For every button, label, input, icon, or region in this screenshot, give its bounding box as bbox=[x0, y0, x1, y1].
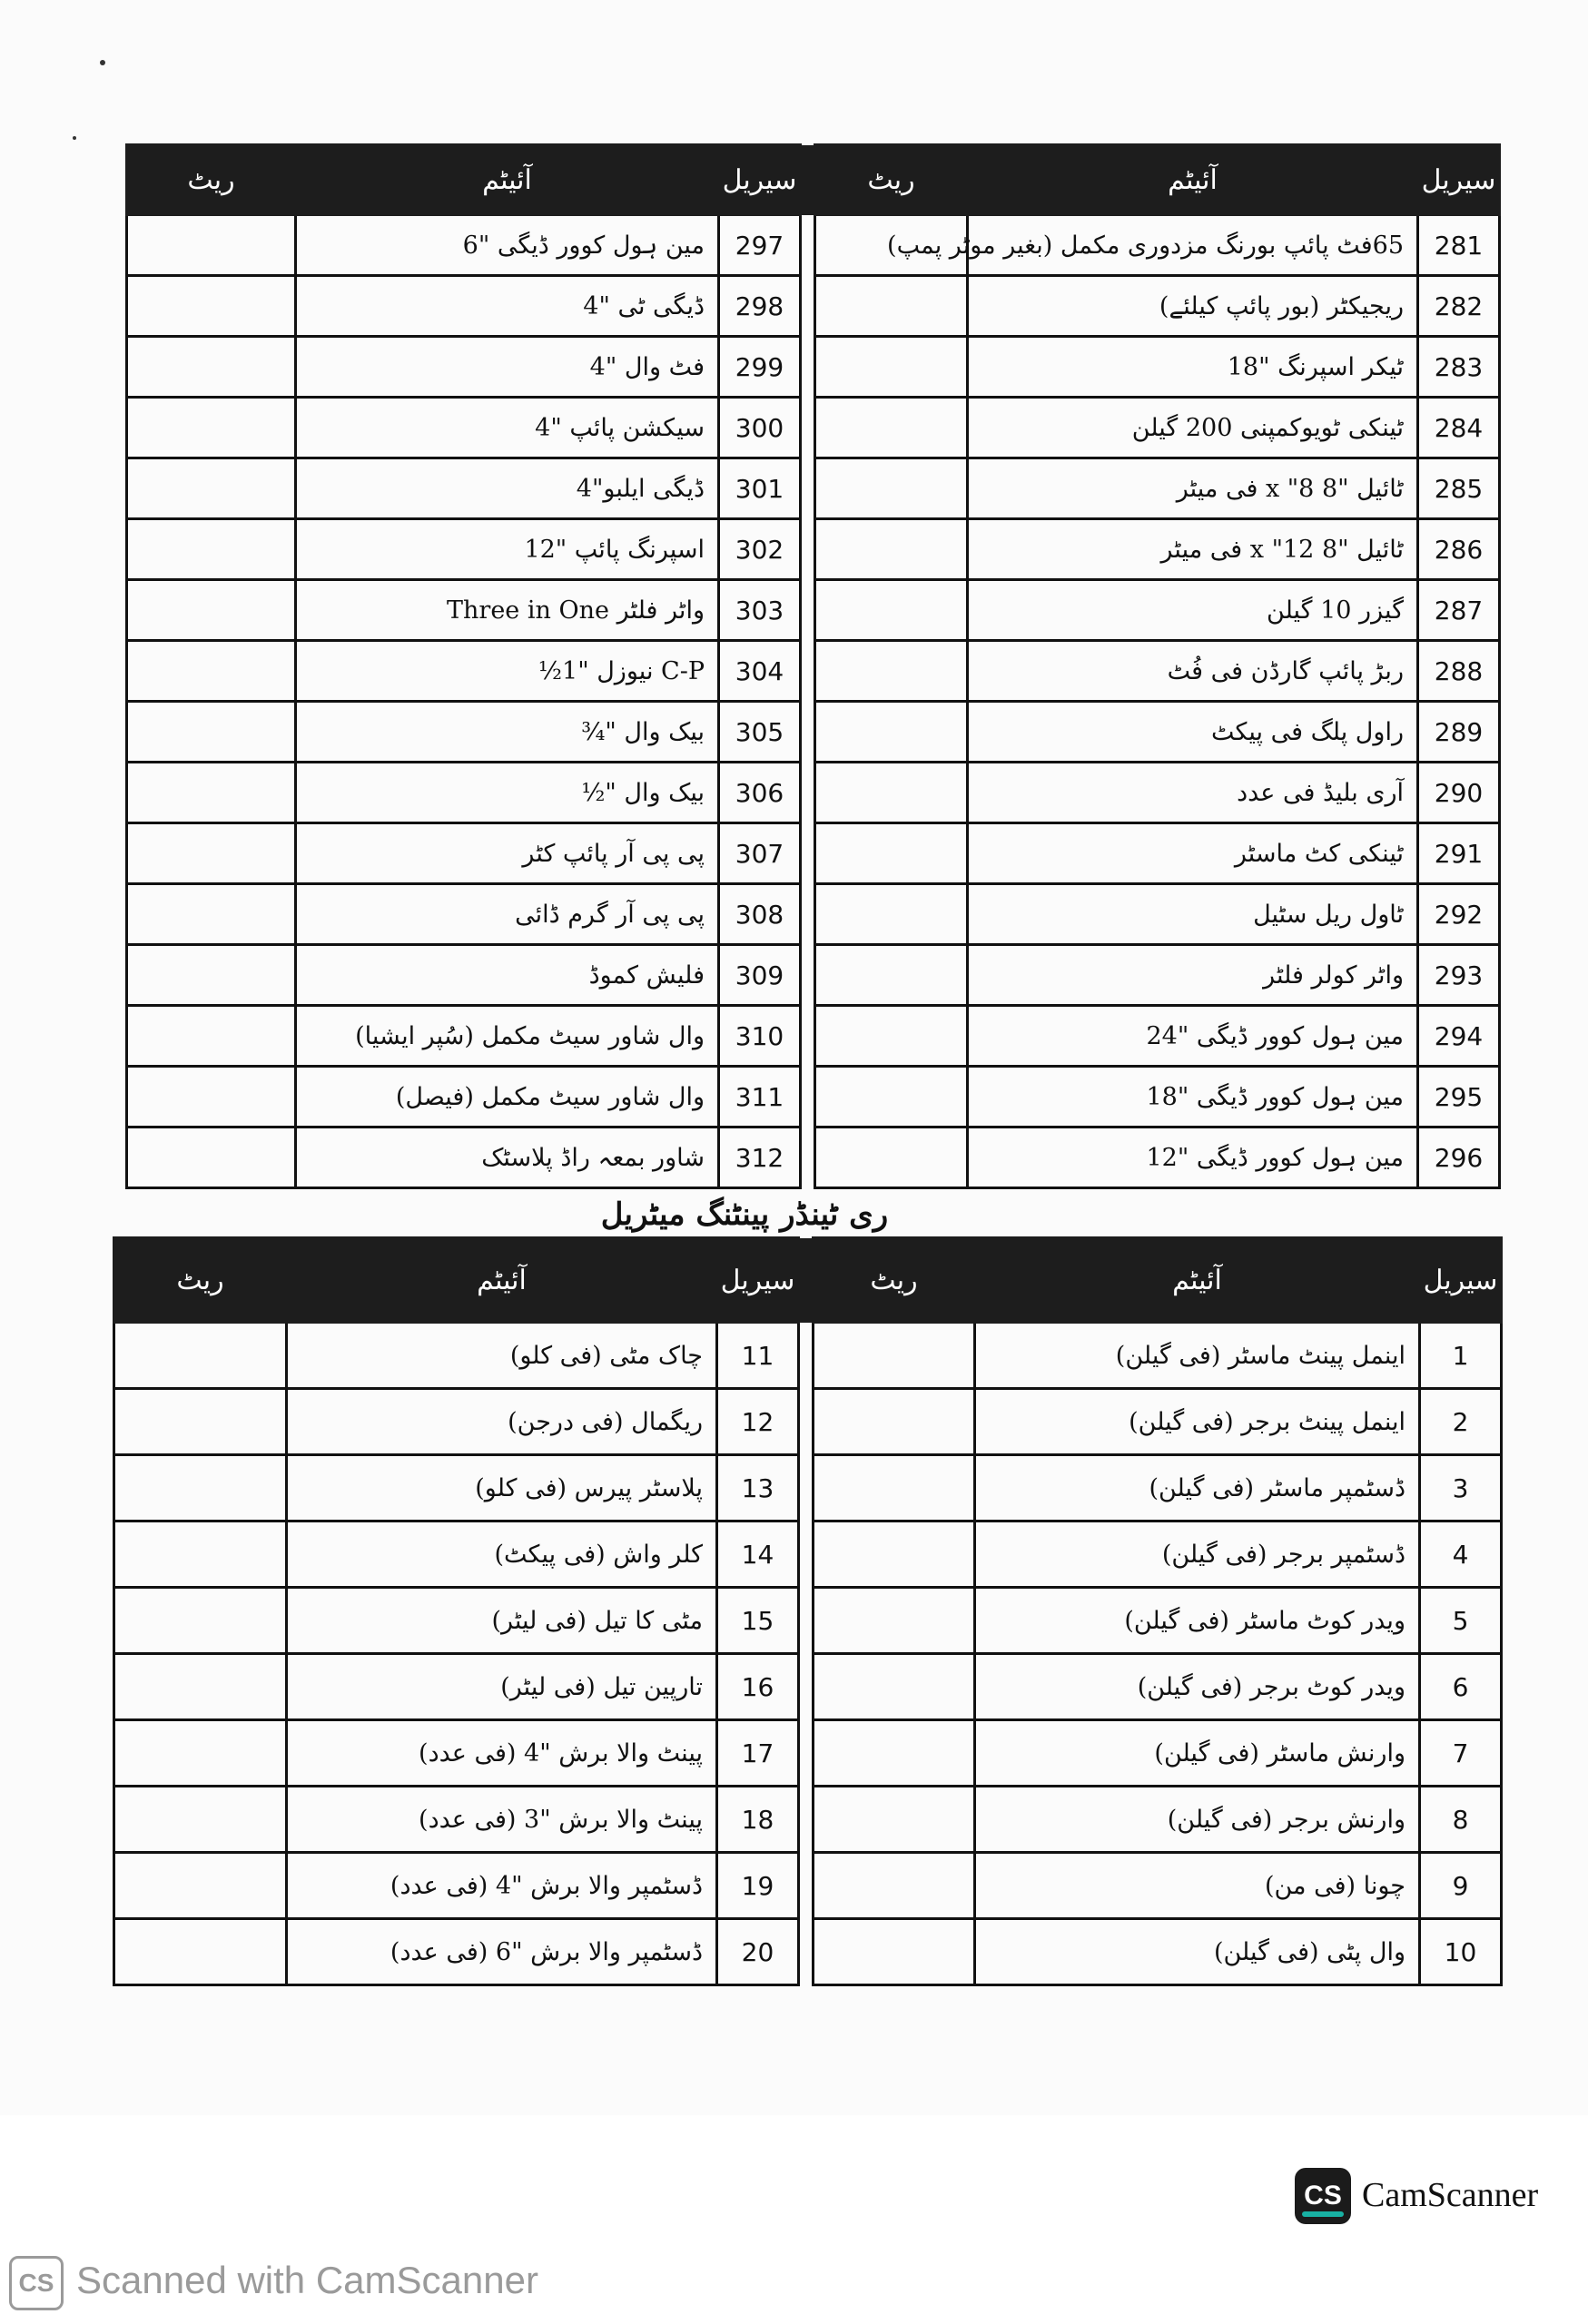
header-item: آئیٹم bbox=[296, 145, 719, 215]
header-serial: سیریل bbox=[717, 1238, 799, 1323]
item-cell: ڈیگی ٹی "4 bbox=[296, 276, 719, 337]
serial-cell: 3 bbox=[1420, 1455, 1502, 1521]
serial-cell: 20 bbox=[717, 1919, 799, 1985]
serial-cell: 295 bbox=[1418, 1067, 1500, 1128]
item-cell: چونا (فی من) bbox=[975, 1853, 1420, 1919]
item-cell: ڈسٹمپر والا برش "6 (فی عدد) bbox=[287, 1919, 717, 1985]
item-cell: پینٹ والا برش "3 (فی عدد) bbox=[287, 1787, 717, 1853]
serial-cell: 13 bbox=[717, 1455, 799, 1521]
column-gap bbox=[799, 1521, 814, 1588]
rate-cell[interactable] bbox=[815, 1006, 968, 1067]
item-cell: آری بلیڈ فی عدد bbox=[968, 763, 1418, 823]
header-gap bbox=[801, 145, 815, 215]
serial-cell: 288 bbox=[1418, 641, 1500, 702]
column-gap bbox=[799, 1455, 814, 1521]
rate-cell[interactable] bbox=[814, 1588, 975, 1654]
item-cell: وال شاور سیٹ مکمل (فیصل) bbox=[296, 1067, 719, 1128]
column-gap bbox=[801, 763, 815, 823]
item-cell: اینمل پینٹ برجر (فی گیلن) bbox=[975, 1389, 1420, 1455]
item-cell: 65فٹ پائپ بورنگ مزدوری مکمل (بغیر موٹر پمپ) bbox=[968, 215, 1418, 276]
column-gap bbox=[799, 1919, 814, 1985]
rate-cell[interactable] bbox=[127, 580, 296, 641]
item-cell: فٹ وال "4 bbox=[296, 337, 719, 398]
column-gap bbox=[801, 398, 815, 458]
serial-cell: 311 bbox=[719, 1067, 801, 1128]
item-cell: مین ہول کوور ڈیگی "6 bbox=[296, 215, 719, 276]
table-header-row bbox=[127, 145, 1500, 215]
table-row bbox=[127, 884, 1500, 945]
header-serial: سیریل bbox=[1420, 1238, 1502, 1323]
table-row bbox=[114, 1323, 1502, 1389]
serial-cell: 19 bbox=[717, 1853, 799, 1919]
table-row bbox=[127, 1128, 1500, 1188]
item-cell: ڈسٹمپر ماسٹر (فی گیلن) bbox=[975, 1455, 1420, 1521]
rate-cell[interactable] bbox=[814, 1521, 975, 1588]
column-gap bbox=[801, 945, 815, 1006]
item-cell: بیک وال "¾ bbox=[296, 702, 719, 763]
rate-cell[interactable] bbox=[127, 458, 296, 519]
serial-cell: 308 bbox=[719, 884, 801, 945]
column-gap bbox=[801, 1006, 815, 1067]
item-cell: چاک مٹی (فی کلو) bbox=[287, 1323, 717, 1389]
rate-cell[interactable] bbox=[127, 884, 296, 945]
column-gap bbox=[801, 702, 815, 763]
item-cell: فلیش کموڈ bbox=[296, 945, 719, 1006]
camscanner-logo: CS bbox=[1295, 2168, 1351, 2224]
serial-cell: 1 bbox=[1420, 1323, 1502, 1389]
rate-cell[interactable] bbox=[814, 1919, 975, 1985]
item-cell: پی پی آر پائپ کٹر bbox=[296, 823, 719, 884]
speck bbox=[100, 60, 105, 65]
rate-cell[interactable] bbox=[114, 1455, 287, 1521]
serial-cell: 307 bbox=[719, 823, 801, 884]
table-row bbox=[127, 945, 1500, 1006]
item-cell: واٹر فلٹر Three in One bbox=[296, 580, 719, 641]
table-row bbox=[127, 1067, 1500, 1128]
serial-cell: 6 bbox=[1420, 1654, 1502, 1720]
item-cell: وارنش برجر (فی گیلن) bbox=[975, 1787, 1420, 1853]
table-row bbox=[114, 1919, 1502, 1985]
painting-material-table bbox=[113, 1236, 1503, 1986]
item-cell: اسپرنگ پائپ "12 bbox=[296, 519, 719, 580]
item-cell: تارپین تیل (فی لیٹر) bbox=[287, 1654, 717, 1720]
rate-cell[interactable] bbox=[127, 641, 296, 702]
serial-cell: 11 bbox=[717, 1323, 799, 1389]
column-gap bbox=[801, 1128, 815, 1188]
rate-cell[interactable] bbox=[127, 1006, 296, 1067]
table-row bbox=[127, 823, 1500, 884]
rate-cell[interactable] bbox=[114, 1853, 287, 1919]
rate-cell[interactable] bbox=[127, 702, 296, 763]
rate-cell[interactable] bbox=[127, 823, 296, 884]
serial-cell: 2 bbox=[1420, 1389, 1502, 1455]
rate-cell[interactable] bbox=[815, 823, 968, 884]
serial-cell: 291 bbox=[1418, 823, 1500, 884]
item-cell: ربڑ پائپ گارڈن فی فُٹ bbox=[968, 641, 1418, 702]
column-gap bbox=[801, 580, 815, 641]
table-row bbox=[127, 641, 1500, 702]
serial-cell: 15 bbox=[717, 1588, 799, 1654]
rate-cell[interactable] bbox=[815, 1067, 968, 1128]
rate-cell[interactable] bbox=[114, 1654, 287, 1720]
scanned-with-footer: Scanned with CamScanner bbox=[76, 2259, 538, 2301]
column-gap bbox=[799, 1787, 814, 1853]
serial-cell: 292 bbox=[1418, 884, 1500, 945]
rate-cell[interactable] bbox=[815, 519, 968, 580]
item-cell: مین ہول کوور ڈیگی "18 bbox=[968, 1067, 1418, 1128]
table-row bbox=[127, 580, 1500, 641]
rate-cell[interactable] bbox=[814, 1853, 975, 1919]
item-cell: مین ہول کوور ڈیگی "12 bbox=[968, 1128, 1418, 1188]
table-row bbox=[127, 215, 1500, 276]
serial-cell: 293 bbox=[1418, 945, 1500, 1006]
header-item: آئیٹم bbox=[287, 1238, 717, 1323]
item-cell: ریگمال (فی درجن) bbox=[287, 1389, 717, 1455]
item-cell: پینٹ والا برش "4 (فی عدد) bbox=[287, 1720, 717, 1787]
serial-cell: 299 bbox=[719, 337, 801, 398]
header-rate: ریٹ bbox=[815, 145, 968, 215]
serial-cell: 294 bbox=[1418, 1006, 1500, 1067]
serial-cell: 4 bbox=[1420, 1521, 1502, 1588]
item-cell: مین ہول کوور ڈیگی "24 bbox=[968, 1006, 1418, 1067]
table-row bbox=[114, 1787, 1502, 1853]
serial-cell: 5 bbox=[1420, 1588, 1502, 1654]
header-rate: ریٹ bbox=[114, 1238, 287, 1323]
serial-cell: 305 bbox=[719, 702, 801, 763]
rate-cell[interactable] bbox=[127, 337, 296, 398]
item-cell: سیکشن پائپ "4 bbox=[296, 398, 719, 458]
column-gap bbox=[801, 519, 815, 580]
column-gap bbox=[801, 823, 815, 884]
item-cell: ٹینکی کٹ ماسٹر bbox=[968, 823, 1418, 884]
item-cell: وال شاور سیٹ مکمل (سُپر ایشیا) bbox=[296, 1006, 719, 1067]
rate-cell[interactable] bbox=[815, 945, 968, 1006]
serial-cell: 312 bbox=[719, 1128, 801, 1188]
serial-cell: 287 bbox=[1418, 580, 1500, 641]
column-gap bbox=[799, 1588, 814, 1654]
serial-cell: 10 bbox=[1420, 1919, 1502, 1985]
rate-cell[interactable] bbox=[814, 1787, 975, 1853]
header-serial: سیریل bbox=[719, 145, 801, 215]
item-cell: ٹائیل "8 x "8 فی میٹر bbox=[968, 458, 1418, 519]
column-gap bbox=[799, 1323, 814, 1389]
header-item: آئیٹم bbox=[975, 1238, 1420, 1323]
item-cell: پی پی آر گرم ڈائی bbox=[296, 884, 719, 945]
item-cell: ٹیکر اسپرنگ "18 bbox=[968, 337, 1418, 398]
rate-cell[interactable] bbox=[815, 884, 968, 945]
section-title: ری ٹینڈر پینٹنگ میٹریل bbox=[600, 1196, 889, 1233]
rate-cell[interactable] bbox=[814, 1389, 975, 1455]
serial-cell: 309 bbox=[719, 945, 801, 1006]
rate-cell[interactable] bbox=[127, 1067, 296, 1128]
rate-cell[interactable] bbox=[814, 1720, 975, 1787]
item-cell: کلر واش (فی پیکٹ) bbox=[287, 1521, 717, 1588]
rate-cell[interactable] bbox=[815, 398, 968, 458]
header-gap bbox=[799, 1238, 814, 1323]
item-cell: وال پٹی (فی گیلن) bbox=[975, 1919, 1420, 1985]
serial-cell: 283 bbox=[1418, 337, 1500, 398]
item-cell: واٹر کولر فلٹر bbox=[968, 945, 1418, 1006]
serial-cell: 289 bbox=[1418, 702, 1500, 763]
serial-cell: 17 bbox=[717, 1720, 799, 1787]
header-item: آئیٹم bbox=[968, 145, 1418, 215]
item-cell: ریجیکٹر (بور پائپ کیلئے) bbox=[968, 276, 1418, 337]
item-cell: ڈیگی ایلبو"4 bbox=[296, 458, 719, 519]
rate-cell[interactable] bbox=[815, 580, 968, 641]
serial-cell: 302 bbox=[719, 519, 801, 580]
serial-cell: 18 bbox=[717, 1787, 799, 1853]
item-cell: بیک وال "½ bbox=[296, 763, 719, 823]
table-row bbox=[127, 702, 1500, 763]
rate-cell[interactable] bbox=[114, 1323, 287, 1389]
item-cell: ڈسٹمپر والا برش "4 (فی عدد) bbox=[287, 1853, 717, 1919]
serial-cell: 282 bbox=[1418, 276, 1500, 337]
plumbing-rate-table bbox=[125, 143, 1501, 1189]
column-gap bbox=[801, 337, 815, 398]
item-cell: ویدر کوٹ ماسٹر (فی گیلن) bbox=[975, 1588, 1420, 1654]
rate-cell[interactable] bbox=[815, 763, 968, 823]
item-cell: C-P نیوزل "1½ bbox=[296, 641, 719, 702]
rate-cell[interactable] bbox=[114, 1389, 287, 1455]
rate-cell[interactable] bbox=[114, 1787, 287, 1853]
serial-cell: 7 bbox=[1420, 1720, 1502, 1787]
rate-cell[interactable] bbox=[127, 276, 296, 337]
header-serial: سیریل bbox=[1418, 145, 1500, 215]
serial-cell: 285 bbox=[1418, 458, 1500, 519]
serial-cell: 306 bbox=[719, 763, 801, 823]
serial-cell: 8 bbox=[1420, 1787, 1502, 1853]
header-rate: ریٹ bbox=[127, 145, 296, 215]
serial-cell: 297 bbox=[719, 215, 801, 276]
serial-cell: 14 bbox=[717, 1521, 799, 1588]
table-row bbox=[114, 1455, 1502, 1521]
header-rate: ریٹ bbox=[814, 1238, 975, 1323]
table-row bbox=[127, 763, 1500, 823]
serial-cell: 284 bbox=[1418, 398, 1500, 458]
column-gap bbox=[799, 1720, 814, 1787]
rate-cell[interactable] bbox=[127, 1128, 296, 1188]
table-row bbox=[127, 276, 1500, 337]
item-cell: وارنش ماسٹر (فی گیلن) bbox=[975, 1720, 1420, 1787]
table-row bbox=[127, 458, 1500, 519]
item-cell: گیزر 10 گیلن bbox=[968, 580, 1418, 641]
table-row bbox=[114, 1588, 1502, 1654]
column-gap bbox=[799, 1389, 814, 1455]
rate-cell[interactable] bbox=[114, 1521, 287, 1588]
rate-cell[interactable] bbox=[815, 458, 968, 519]
rate-cell[interactable] bbox=[814, 1323, 975, 1389]
rate-cell[interactable] bbox=[127, 945, 296, 1006]
serial-cell: 310 bbox=[719, 1006, 801, 1067]
serial-cell: 12 bbox=[717, 1389, 799, 1455]
rate-cell[interactable] bbox=[815, 276, 968, 337]
column-gap bbox=[799, 1853, 814, 1919]
rate-cell[interactable] bbox=[114, 1919, 287, 1985]
rate-cell[interactable] bbox=[114, 1588, 287, 1654]
item-cell: ویدر کوٹ برجر (فی گیلن) bbox=[975, 1654, 1420, 1720]
serial-cell: 300 bbox=[719, 398, 801, 458]
item-cell: ٹائیل "8 x "12 فی میٹر bbox=[968, 519, 1418, 580]
serial-cell: 298 bbox=[719, 276, 801, 337]
rate-cell[interactable] bbox=[127, 398, 296, 458]
item-cell: ٹاول ریل سٹیل bbox=[968, 884, 1418, 945]
item-cell: شاور بمعہ راڈ پلاسٹک bbox=[296, 1128, 719, 1188]
column-gap bbox=[801, 276, 815, 337]
column-gap bbox=[801, 458, 815, 519]
speck bbox=[73, 136, 76, 140]
rate-cell[interactable] bbox=[815, 641, 968, 702]
item-cell: ٹینکی ٹویوکمپنی 200 گیلن bbox=[968, 398, 1418, 458]
item-cell: راول پلگ فی پیکٹ bbox=[968, 702, 1418, 763]
serial-cell: 303 bbox=[719, 580, 801, 641]
item-cell: ڈسٹمپر برجر (فی گیلن) bbox=[975, 1521, 1420, 1588]
table-row bbox=[114, 1521, 1502, 1588]
table-row bbox=[127, 337, 1500, 398]
serial-cell: 296 bbox=[1418, 1128, 1500, 1188]
table-row bbox=[114, 1389, 1502, 1455]
table-header-row bbox=[114, 1238, 1502, 1323]
rate-cell[interactable] bbox=[127, 763, 296, 823]
table-row bbox=[127, 1006, 1500, 1067]
table-row bbox=[114, 1654, 1502, 1720]
item-cell: اینمل پینٹ ماسٹر (فی گیلن) bbox=[975, 1323, 1420, 1389]
rate-cell[interactable] bbox=[815, 1128, 968, 1188]
table-row bbox=[114, 1853, 1502, 1919]
rate-cell[interactable] bbox=[127, 519, 296, 580]
column-gap bbox=[801, 884, 815, 945]
column-gap bbox=[801, 641, 815, 702]
rate-cell[interactable] bbox=[814, 1455, 975, 1521]
rate-cell[interactable] bbox=[127, 215, 296, 276]
table-row bbox=[127, 398, 1500, 458]
rate-cell[interactable] bbox=[814, 1654, 975, 1720]
column-gap bbox=[801, 1067, 815, 1128]
item-cell: مٹی کا تیل (فی لیٹر) bbox=[287, 1588, 717, 1654]
rate-cell[interactable] bbox=[815, 337, 968, 398]
serial-cell: 281 bbox=[1418, 215, 1500, 276]
rate-cell[interactable] bbox=[815, 702, 968, 763]
table-row bbox=[114, 1720, 1502, 1787]
serial-cell: 286 bbox=[1418, 519, 1500, 580]
column-gap bbox=[801, 215, 815, 276]
item-cell: پلاسٹر پیرس (فی کلو) bbox=[287, 1455, 717, 1521]
rate-cell[interactable] bbox=[114, 1720, 287, 1787]
serial-cell: 301 bbox=[719, 458, 801, 519]
table-row bbox=[127, 519, 1500, 580]
serial-cell: 304 bbox=[719, 641, 801, 702]
serial-cell: 16 bbox=[717, 1654, 799, 1720]
serial-cell: 9 bbox=[1420, 1853, 1502, 1919]
column-gap bbox=[799, 1654, 814, 1720]
camscanner-footer-logo: CS bbox=[9, 2256, 64, 2310]
camscanner-brand: CamScanner bbox=[1362, 2176, 1539, 2214]
serial-cell: 290 bbox=[1418, 763, 1500, 823]
